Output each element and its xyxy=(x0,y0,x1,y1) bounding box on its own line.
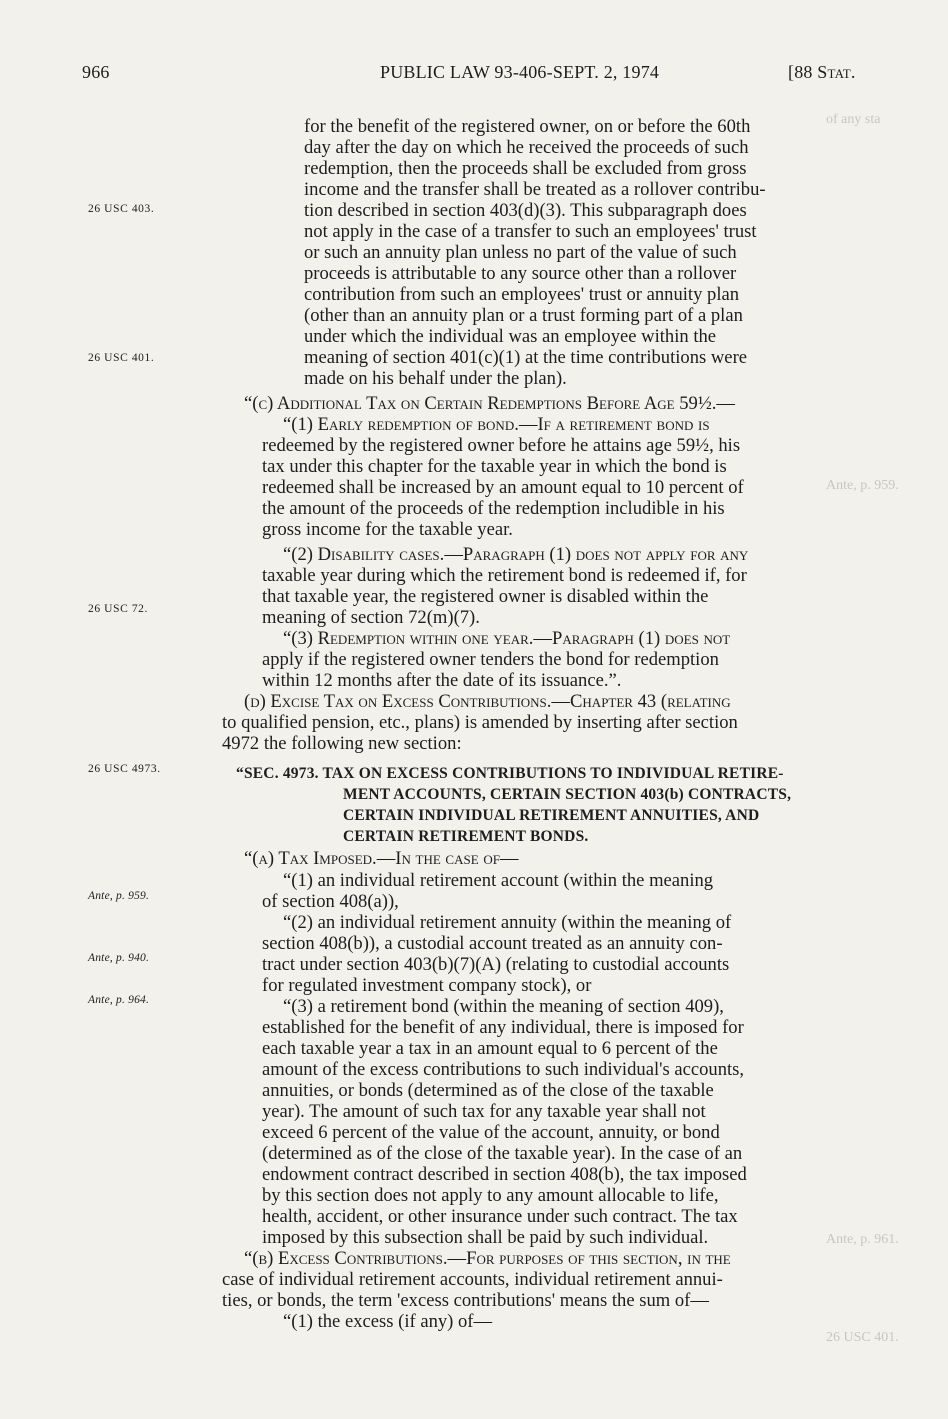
text-line: day after the day on which he received the proceeds of such xyxy=(304,137,749,158)
text-line: section 408(b)), a custodial account treated as an annuity con- xyxy=(262,933,723,954)
page-number: 966 xyxy=(82,62,110,82)
text-line: income and the transfer shall be treated as a rollover contribu- xyxy=(304,179,766,200)
text-line: taxable year during which the retirement bond is redeemed if, for xyxy=(262,565,747,586)
text-line: 4972 the following new section: xyxy=(222,733,462,754)
paragraph-heading: “(3) Redemption within one year.—Paragraph (1) does not xyxy=(283,628,731,649)
section-title: “SEC. 4973. TAX ON EXCESS CONTRIBUTIONS TO INDIVIDUAL RETIRE- xyxy=(236,765,784,782)
paragraph-heading: “(2) Disability cases.—Paragraph (1) does not apply for any xyxy=(283,544,749,565)
text-line: (other than an annuity plan or a trust forming part of a plan xyxy=(304,305,743,326)
text-line: (determined as of the close of the taxable year). In the case of an xyxy=(262,1143,743,1164)
statute-reference: [88 Stat. xyxy=(788,62,856,82)
subsection-heading: (d) Excise Tax on Excess Contributions.—Chapter 43 (relating xyxy=(244,691,731,712)
text-line: for the benefit of the registered owner, on or before the 60th xyxy=(304,116,751,137)
subsection-heading: “(a) Tax Imposed.—In the case of— xyxy=(244,848,519,869)
text-line: apply if the registered owner tenders the bond for redemption xyxy=(262,649,719,670)
margin-note: 26 USC 72. xyxy=(88,603,148,615)
section-title: MENT ACCOUNTS, CERTAIN SECTION 403(b) CONTRACTS, xyxy=(343,786,792,803)
text-line: redeemed by the registered owner before he attains age 59½, his xyxy=(262,435,741,456)
text-line: contribution from such an employees' trust or annuity plan xyxy=(304,284,740,305)
text-line: of section 408(a)), xyxy=(262,891,399,912)
margin-note: Ante, p. 964. xyxy=(88,994,150,1006)
text-line: annuities, or bonds (determined as of the close of the taxable xyxy=(262,1080,714,1101)
text-line: redemption, then the proceeds shall be excluded from gross xyxy=(304,158,747,179)
text-line: “(3) a retirement bond (within the meaning of section 409), xyxy=(283,996,724,1017)
text-line: not apply in the case of a transfer to such an employees' trust xyxy=(304,221,757,242)
text-line: redeemed shall be increased by an amount equal to 10 percent of xyxy=(262,477,744,498)
text-line: “(1) an individual retirement account (within the meaning xyxy=(283,870,714,891)
text-line: tax under this chapter for the taxable year in which the bond is xyxy=(262,456,727,477)
text-line: that taxable year, the registered owner is disabled within the xyxy=(262,586,709,607)
paragraph-heading: “(1) Early redemption of bond.—If a retirement bond is xyxy=(283,414,710,435)
section-title: CERTAIN INDIVIDUAL RETIREMENT ANNUITIES, AND xyxy=(343,807,760,824)
text-line: exceed 6 percent of the value of the account, annuity, or bond xyxy=(262,1122,720,1143)
text-line: meaning of section 401(c)(1) at the time contributions were xyxy=(304,347,748,368)
text-line: within 12 months after the date of its issuance.”. xyxy=(262,670,622,691)
text-line: tract under section 403(b)(7)(A) (relating to custodial accounts xyxy=(262,954,730,975)
text-line: imposed by this subsection shall be paid by such individual. xyxy=(262,1227,709,1248)
text-line: the amount of the proceeds of the redemption includible in his xyxy=(262,498,725,519)
margin-note: Ante, p. 940. xyxy=(88,952,150,964)
text-line: under which the individual was an employee within the xyxy=(304,326,717,347)
text-line: health, accident, or other insurance under such contract. The tax xyxy=(262,1206,738,1227)
text-line: established for the benefit of any individual, there is imposed for xyxy=(262,1017,744,1038)
text-line: gross income for the taxable year. xyxy=(262,519,513,540)
text-line: tion described in section 403(d)(3). This subparagraph does xyxy=(304,200,747,221)
text-line: “(1) the excess (if any) of— xyxy=(283,1311,493,1332)
text-line: case of individual retirement accounts, individual retirement annui- xyxy=(222,1269,723,1290)
text-line: year). The amount of such tax for any taxable year shall not xyxy=(262,1101,706,1122)
margin-note: 26 USC 403. xyxy=(88,203,155,215)
text-line: to qualified pension, etc., plans) is amended by inserting after section xyxy=(222,712,738,733)
text-line: meaning of section 72(m)(7). xyxy=(262,607,480,628)
margin-note: Ante, p. 959. xyxy=(88,890,150,902)
text-line: by this section does not apply to any amount allocable to life, xyxy=(262,1185,719,1206)
text-line: made on his behalf under the plan). xyxy=(304,368,567,389)
subsection-heading: “(c) Additional Tax on Certain Redemptions Before Age 59½.— xyxy=(244,393,736,414)
margin-note: 26 USC 4973. xyxy=(88,763,161,775)
subsection-heading: “(b) Excess Contributions.—For purposes of this section, in the xyxy=(244,1248,731,1269)
page-title: PUBLIC LAW 93-406-SEPT. 2, 1974 xyxy=(380,62,660,82)
margin-note: 26 USC 401. xyxy=(88,352,155,364)
text-line: amount of the excess contributions to such individual's accounts, xyxy=(262,1059,745,1080)
text-line: ties, or bonds, the term 'excess contributions' means the sum of— xyxy=(222,1290,709,1311)
section-title: CERTAIN RETIREMENT BONDS. xyxy=(343,828,589,845)
text-line: proceeds is attributable to any source other than a rollover xyxy=(304,263,737,284)
text-line: each taxable year a tax in an amount equal to 6 percent of the xyxy=(262,1038,718,1059)
text-line: or such an annuity plan unless no part of the value of such xyxy=(304,242,737,263)
text-line: for regulated investment company stock), or xyxy=(262,975,592,996)
text-line: endowment contract described in section 408(b), the tax imposed xyxy=(262,1164,747,1185)
document-page: of any sta Ante, p. 959. Ante, p. 961. 26 USC 401. 966 PUBLIC LAW 93-406-SEPT. 2, 1974 [88 Stat. 26 USC 403. 26 USC 401. 26 USC 72. 26 USC 4973. Ante, p. 959. Ante, p. 940. Ante, p. 964. for the benefit of the registered owner, on or before the 60th day after the day on which he received the proceeds of such redemption, then the proceeds shall be excluded from gross income and the transfer shall be treated as a rollover contribu- tion described in section 403(d)(3). This subparagraph does not apply in the case of a transfer to such an employees' trust or such an annuity plan unless no part of the value of such proceeds is attributable to any source other than a rollover contribution from such an employees' trust or annuity plan (other than an annuity plan or a trust forming part of a plan under which the individual was an employee within the meaning of section 401(c)(1) at the time contributions were made on his behalf under the plan). “(c) Additional Tax on Certain Redemptions Before Age 59½.— “(1) Early redemption of bond.—If a retirement bond is redeemed by the registered owner before he attains age 59½, his tax under this chapter for the taxable year in which the bond is redeemed shall be increased by an amount equal to 10 percent of the amount of the proceeds of the redemption includible in his gross income for the taxable year. “(2) Disability cases.—Paragraph (1) does not apply for any taxable year during which the retirement bond is redeemed if, for that taxable year, the registered owner is disabled within the meaning of section 72(m)(7). “(3) Redemption within one year.—Paragraph (1) does not apply if the registered owner tenders the bond for redemption within 12 months after the date of its issuance.”. (d) Excise Tax on Excess Contributions.—Chapter 43 (relating to qualified pension, etc., plans) is amended by inserting after section 4972 the following new section: “SEC. 4973. TAX ON EXCESS CONTRIBUTIONS TO INDIVIDUAL RETIRE- MENT ACCOUNTS, CERTAIN SECTION 403(b) CONTRACTS, CERTAIN INDIVIDUAL RETIREMENT ANNUITIES, AND CERTAIN RETIREMENT BONDS. “(a) Tax Imposed.—In the case of— “(1) an individual retirement account (within the meaning of section 408(a)), “(2) an individual retirement annuity (within the meaning of section 408(b)), a custodial account treated as an annuity con- tract under section 403(b)(7)(A) (relating to custodial accounts for regulated investment company stock), or “(3) a retirement bond (within the meaning of section 409), established for the benefit of any individual, there is imposed for each taxable year a tax in an amount equal to 6 percent of the amount of the excess contributions to such individual's accounts, annuities, or bonds (determined as of the close of the taxable year). The amount of such tax for any taxable year shall not exceed 6 percent of the value of the account, annuity, or bond (determined as of the close of the taxable year). In the case of an endowment contract described in section 408(b), the tax imposed by this section does not apply to any amount allocable to life, health, accident, or other insurance under such contract. The tax imposed by this subsection shall be paid by such individual. “(b) Excess Contributions.—For purposes of this section, in the case of individual retirement accounts, individual retirement annui- ties, or bonds, the term 'excess contributions' means the sum of— “(1) the excess (if any) of— xyxy=(82,62,899,1345)
text-line: “(2) an individual retirement annuity (within the meaning of xyxy=(283,912,732,933)
